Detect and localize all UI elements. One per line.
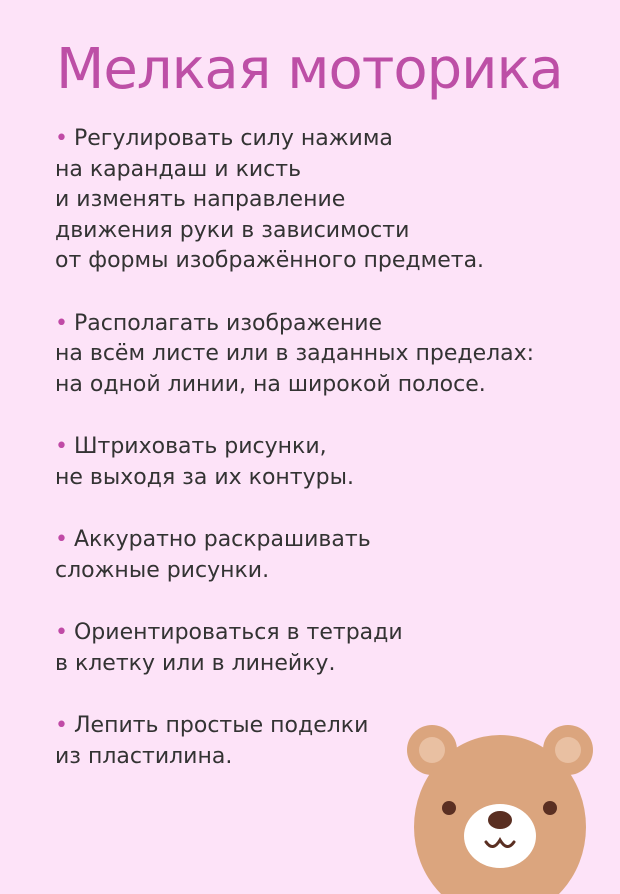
skills-list [55,124,595,772]
bear-right-eye [543,801,557,815]
list-item [55,124,595,277]
list-item-line: на одной линии, на широкой полосе. [55,371,486,397]
list-item-line: • Лепить простые поделки [55,713,369,738]
bear-right-inner-ear [555,737,581,763]
teddy-bear-icon [395,712,615,894]
list-item-line: из пластилина. [55,743,233,769]
list-item-line: • Регулировать силу нажима [55,126,393,151]
list-item-line: и изменять направление [55,187,346,212]
bullet-icon: • [55,713,68,738]
list-item-line: от формы изображённого предмета. [55,248,485,273]
list-item [55,432,595,493]
list-item [55,525,595,586]
bullet-icon: • [55,620,68,645]
list-item-line: • Ориентироваться в тетради [55,620,403,645]
bear-nose [488,811,512,829]
bullet-icon: • [55,527,68,552]
bear-left-eye [442,801,456,815]
list-item-line: на всём листе или в заданных пределах: [55,341,535,366]
list-item-line: в клетку или в линейку. [55,650,336,676]
list-item-line: сложные рисунки. [55,557,270,583]
bullet-icon: • [55,126,68,151]
list-item-line: на карандаш и кисть [55,156,302,182]
list-item-line: • Располагать изображение [55,310,383,336]
bear-left-inner-ear [419,737,445,763]
bullet-icon: • [55,434,68,459]
list-item-line: не выходя за их контуры. [55,464,354,490]
list-item [55,618,595,679]
list-item-line: движения руки в зависимости [55,217,410,243]
bullet-icon: • [55,310,68,336]
list-item-line: • Аккуратно раскрашивать [55,527,371,552]
page-title: Мелкая моторика [56,37,563,102]
list-item-line: • Штриховать рисунки, [55,434,327,459]
list-item [55,309,595,401]
